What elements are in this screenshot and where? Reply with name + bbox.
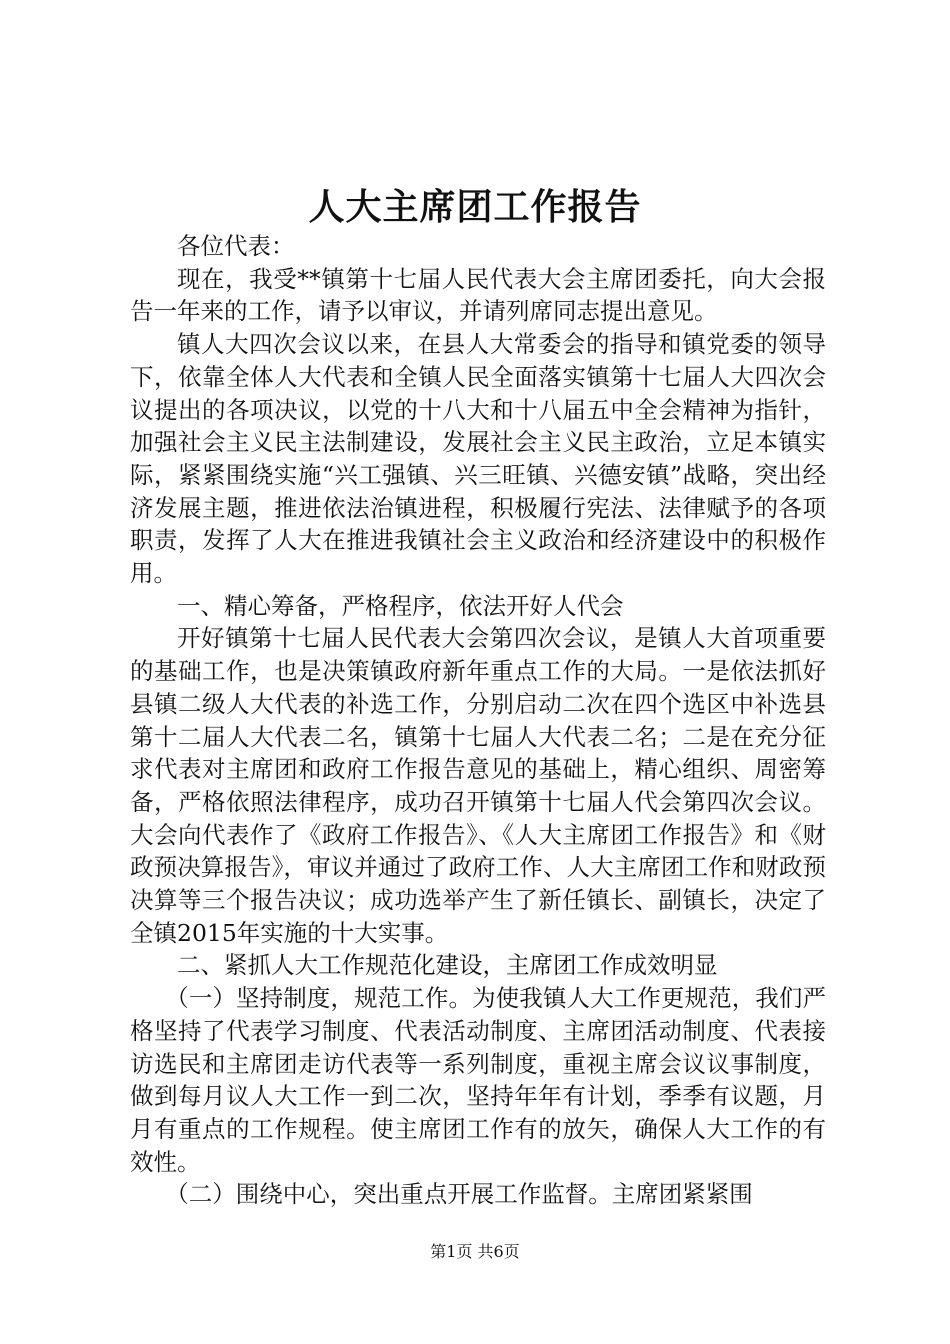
paragraph-intro: 现在，我受**镇第十七届人民代表大会主席团委托，向大会报告一年来的工作，请予以审议，并请列席同志提出意见。 xyxy=(130,264,826,326)
paragraph-subsection-1: （一）坚持制度，规范工作。为使我镇人大工作更规范，我们严格坚持了代表学习制度、代表活动制度、主席团活动制度、代表接访选民和主席团走访代表等一系列制度，重视主席会议议事制度，做到每月议人大工作一到二次，坚持年年有计划，季季有议题，月月有重点的工作规程。使主席团工作有的放矢，确保人大工作的有效性。 xyxy=(130,984,826,1176)
section-heading-1: 一、精心筹备，严格程序，依法开好人代会 xyxy=(177,591,624,620)
section-heading-2: 二、紧抓人大工作规范化建设，主席团工作成效明显 xyxy=(177,951,718,980)
document-body xyxy=(130,230,826,1211)
paragraph-overview: 镇人大四次会议以来，在县人大常委会的指导和镇党委的领导下，依靠全体人大代表和全镇人民全面落实镇第十七届人大四次会议提出的各项决议，以党的十八大和十八届五中全会精神为指针，加强社会主义民主法制建设，发展社会主义民主政治，立足本镇实际，紧紧围绕实施“兴工强镇、兴三旺镇、兴德安镇”战略，突出经济发展主题，推进依法治镇进程，积极履行宪法、法律赋予的各项职责，发挥了人大在推进我镇社会主义政治和经济建设中的积极作用。 xyxy=(130,330,826,588)
paragraph-section-1: 开好镇第十七届人民代表大会第四次会议，是镇人大首项重要的基础工作，也是决策镇政府新年重点工作的大局。一是依法抓好县镇二级人大代表的补选工作，分别启动二次在四个选区中补选县第十二届人大代表二名，镇第十七届人大代表二名；二是在充分征求代表对主席团和政府工作报告意见的基础上，精心组织、周密筹备，严格依照法律程序，成功召开镇第十七届人代会第四次会议。大会向代表作了《政府工作报告》、《人大主席团工作报告》和《财政预决算报告》，审议并通过了政府工作、人大主席团工作和财政预决算等三个报告决议；成功选举产生了新任镇长、副镇长，决定了全镇2015年实施的十大实事。 xyxy=(130,624,826,947)
paragraph-subsection-2: （二）围绕中心，突出重点开展工作监督。主席团紧紧围 xyxy=(165,1180,753,1209)
page-number-footer: 第1页 共6页 xyxy=(430,1242,520,1261)
document-title: 人大主席团工作报告 xyxy=(308,186,642,228)
salutation: 各位代表： xyxy=(177,232,295,260)
